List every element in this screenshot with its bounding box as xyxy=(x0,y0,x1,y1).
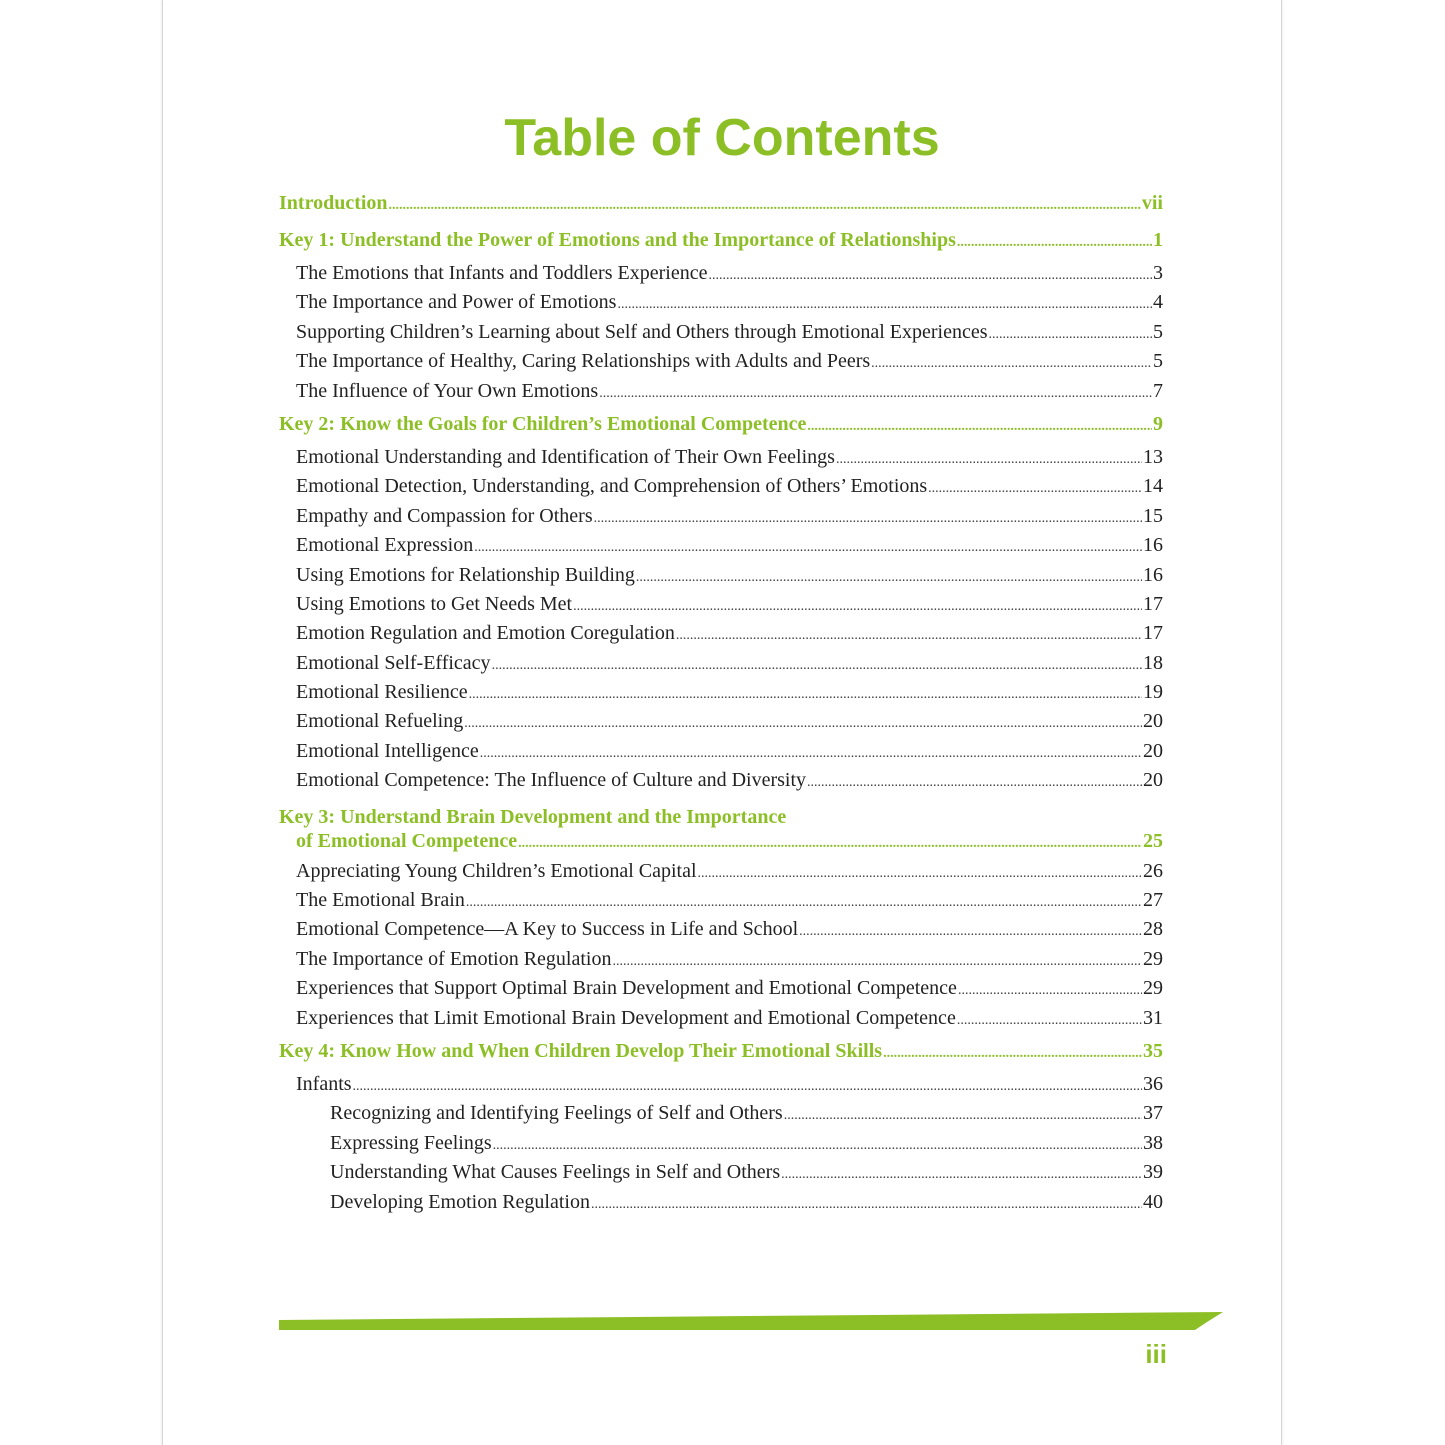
toc-key-2 xyxy=(279,413,1163,446)
toc-entry-label: Developing Emotion Regulation xyxy=(330,1190,590,1213)
toc-page-number: 7 xyxy=(1153,379,1163,402)
toc-entry-label: The Importance of Emotion Regulation xyxy=(296,947,612,970)
key-2-entries xyxy=(279,446,1163,799)
toc-entry-label: Key 2: Know the Goals for Children’s Emotional Competence xyxy=(279,412,807,435)
toc-page-number: 28 xyxy=(1143,918,1163,941)
toc-entry-label: Using Emotions for Relationship Building xyxy=(296,563,635,586)
toc-page-number: 39 xyxy=(1143,1161,1163,1184)
toc-key-3 xyxy=(279,804,1163,860)
toc-entry xyxy=(279,860,1163,889)
toc-key-4 xyxy=(279,1040,1163,1073)
toc-entry-label: Emotional Intelligence xyxy=(296,739,479,762)
dot-leader xyxy=(591,1197,1142,1213)
toc-page-number: 40 xyxy=(1143,1190,1163,1213)
toc-entry xyxy=(279,948,1163,977)
dot-leader xyxy=(989,327,1152,343)
toc-entry-label: The Emotional Brain xyxy=(296,889,465,912)
toc-entry-label: Empathy and Compassion for Others xyxy=(296,504,593,527)
toc-entry-label: Emotional Refueling xyxy=(296,710,464,733)
page-title: Table of Contents xyxy=(504,109,940,167)
toc-entry-label: Understanding What Causes Feelings in Self and Others xyxy=(330,1161,781,1184)
toc-entry xyxy=(279,446,1163,475)
toc-entry-label: The Importance of Healthy, Caring Relationships with Adults and Peers xyxy=(296,350,871,373)
key-1-entries xyxy=(279,262,1163,409)
toc-page-number: 14 xyxy=(1143,475,1163,498)
toc-entry-label: Expressing Feelings xyxy=(330,1131,492,1154)
page-number: iii xyxy=(1145,1339,1167,1369)
toc-page-number: 27 xyxy=(1143,889,1163,912)
toc-page-number: 29 xyxy=(1143,977,1163,1000)
toc-page-number: 31 xyxy=(1143,1006,1163,1029)
dot-leader xyxy=(807,419,1152,435)
dot-leader xyxy=(958,983,1142,999)
toc-entry xyxy=(279,977,1163,1006)
dot-leader xyxy=(389,198,1141,214)
toc-page-number: 20 xyxy=(1143,739,1163,762)
toc-page-number: 18 xyxy=(1143,651,1163,674)
dot-leader xyxy=(784,1108,1142,1124)
toc-entry-label: Emotional Competence: The Influence of Culture and Diversity xyxy=(296,769,807,792)
toc-entry-label: Emotional Expression xyxy=(296,534,474,557)
toc-page-number: 17 xyxy=(1143,592,1163,615)
book-page xyxy=(162,0,1282,1445)
dot-leader xyxy=(617,297,1152,313)
toc-entry xyxy=(279,262,1163,291)
toc-entry-label: Key 4: Know How and When Children Develop Their Emotional Skills xyxy=(279,1039,883,1062)
toc-entry-label: Emotion Regulation and Emotion Coregulation xyxy=(296,622,675,645)
dot-leader xyxy=(636,570,1142,586)
toc-entry-label: Emotional Resilience xyxy=(296,681,468,704)
dot-leader xyxy=(480,746,1142,762)
toc-entry-label: Emotional Understanding and Identification of Their Own Feelings xyxy=(296,445,835,468)
toc-entry-label: The Influence of Your Own Emotions xyxy=(296,379,599,402)
toc-page-number: 5 xyxy=(1153,320,1163,343)
toc-entry xyxy=(279,1161,1163,1190)
toc-entry xyxy=(279,593,1163,622)
toc-entry xyxy=(279,564,1163,593)
toc-page-number: 37 xyxy=(1143,1102,1163,1125)
toc-page-number: 16 xyxy=(1143,563,1163,586)
toc-entry-label: Appreciating Young Children’s Emotional Capital xyxy=(296,859,697,882)
toc-page-number: 13 xyxy=(1143,445,1163,468)
dot-leader xyxy=(957,235,1152,251)
toc-entry-label: Key 3: Understand Brain Development and the Importance xyxy=(279,805,787,828)
toc-entry xyxy=(279,475,1163,504)
toc-entry xyxy=(279,918,1163,947)
toc-page-number: 35 xyxy=(1143,1039,1163,1062)
dot-leader xyxy=(492,658,1142,674)
toc-entry xyxy=(279,652,1163,681)
toc-entry xyxy=(279,1191,1163,1220)
toc-page-number: 17 xyxy=(1143,622,1163,645)
toc-entry-label: Experiences that Limit Emotional Brain Development and Emotional Competence xyxy=(296,1006,956,1029)
toc-page-number: 20 xyxy=(1143,769,1163,792)
dot-leader xyxy=(781,1167,1142,1183)
dot-leader xyxy=(836,452,1142,468)
dot-leader xyxy=(708,268,1152,284)
dot-leader xyxy=(474,540,1142,556)
toc-entry xyxy=(279,681,1163,710)
dot-leader xyxy=(807,775,1142,791)
toc-page-number: 16 xyxy=(1143,534,1163,557)
toc-entry xyxy=(279,622,1163,651)
toc-entry xyxy=(279,710,1163,739)
toc-entry-label: Using Emotions to Get Needs Met xyxy=(296,592,573,615)
table-of-contents xyxy=(279,192,1163,1220)
toc-entry xyxy=(279,1007,1163,1036)
toc-entry xyxy=(279,1102,1163,1131)
toc-page-number: 26 xyxy=(1143,859,1163,882)
dot-leader xyxy=(612,954,1142,970)
toc-entry-label: The Emotions that Infants and Toddlers Experience xyxy=(296,262,708,284)
toc-page-number: vii xyxy=(1141,192,1163,214)
toc-entry-label: Experiences that Support Optimal Brain Development and Emotional Competence xyxy=(296,977,957,1000)
toc-page-number: 5 xyxy=(1153,350,1163,373)
toc-entry xyxy=(279,1132,1163,1161)
toc-entry xyxy=(279,321,1163,350)
toc-page-number: 25 xyxy=(1143,829,1163,852)
key-3-entries xyxy=(279,860,1163,1036)
dot-leader xyxy=(799,924,1142,940)
toc-page-number: 36 xyxy=(1143,1072,1163,1095)
toc-key-1 xyxy=(279,229,1163,262)
toc-entry xyxy=(279,291,1163,320)
toc-entry-label: Emotional Competence—A Key to Success in Life and School xyxy=(296,918,799,941)
key-4-entries xyxy=(279,1073,1163,1220)
toc-entry xyxy=(279,505,1163,534)
toc-page-number: 38 xyxy=(1143,1131,1163,1154)
dot-leader xyxy=(469,687,1142,703)
dot-leader xyxy=(883,1046,1142,1062)
toc-page-number: 15 xyxy=(1143,504,1163,527)
dot-leader xyxy=(493,1138,1142,1154)
toc-page-number: 19 xyxy=(1143,681,1163,704)
toc-entry xyxy=(279,350,1163,379)
dot-leader xyxy=(871,356,1152,372)
toc-entry-label: Recognizing and Identifying Feelings of Self and Others xyxy=(330,1102,783,1125)
toc-entry xyxy=(279,889,1163,918)
dot-leader xyxy=(599,386,1152,402)
toc-page-number: 20 xyxy=(1143,710,1163,733)
toc-entry xyxy=(279,1073,1163,1102)
toc-entry xyxy=(279,769,1163,798)
dot-leader xyxy=(518,836,1142,852)
toc-entry-introduction xyxy=(279,192,1163,225)
dot-leader xyxy=(676,628,1142,644)
toc-page-number: 4 xyxy=(1153,291,1163,314)
dot-leader xyxy=(928,481,1142,497)
toc-entry-label: Key 1: Understand the Power of Emotions and the Importance of Relationships xyxy=(279,229,956,251)
dot-leader xyxy=(353,1079,1142,1095)
toc-entry xyxy=(279,534,1163,563)
toc-entry-label: of Emotional Competence xyxy=(296,829,518,852)
footer-accent-bar xyxy=(279,1312,1223,1330)
toc-page-number: 3 xyxy=(1153,262,1163,284)
toc-entry-label: The Importance and Power of Emotions xyxy=(296,291,617,314)
toc-entry-label: Infants xyxy=(296,1072,352,1095)
dot-leader xyxy=(957,1013,1142,1029)
toc-page-number: 9 xyxy=(1153,412,1163,435)
dot-leader xyxy=(698,866,1142,882)
dot-leader xyxy=(594,511,1142,527)
toc-entry-label: Introduction xyxy=(279,192,388,214)
toc-entry-label: Emotional Detection, Understanding, and Comprehension of Others’ Emotions xyxy=(296,475,928,498)
toc-page-number: 1 xyxy=(1153,229,1163,251)
toc-entry-label: Emotional Self-Efficacy xyxy=(296,651,491,674)
dot-leader xyxy=(466,895,1142,911)
dot-leader xyxy=(573,599,1142,615)
toc-page-number: 29 xyxy=(1143,947,1163,970)
toc-entry xyxy=(279,740,1163,769)
toc-entry xyxy=(279,380,1163,409)
toc-entry-label: Supporting Children’s Learning about Self and Others through Emotional Experiences xyxy=(296,320,988,343)
toc-entry-continuation xyxy=(279,830,1163,860)
dot-leader xyxy=(464,716,1142,732)
